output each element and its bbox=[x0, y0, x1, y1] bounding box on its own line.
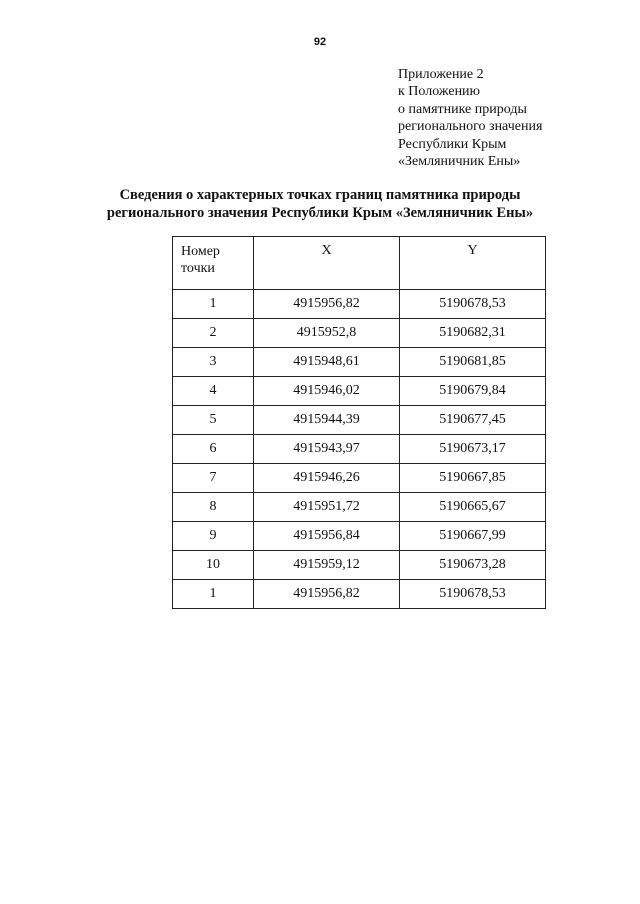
appendix-line: о памятнике природы bbox=[398, 101, 527, 117]
cell-point-number: 5 bbox=[173, 406, 254, 435]
cell-point-number: 10 bbox=[173, 551, 254, 580]
cell-y: 5190667,99 bbox=[400, 522, 546, 551]
cell-y: 5190673,17 bbox=[400, 435, 546, 464]
header-point-number-line1: Номер bbox=[181, 244, 220, 259]
cell-y: 5190681,85 bbox=[400, 348, 546, 377]
cell-y: 5190682,31 bbox=[400, 319, 546, 348]
document-heading bbox=[100, 186, 540, 222]
cell-x: 4915952,8 bbox=[254, 319, 400, 348]
cell-y: 5190677,45 bbox=[400, 406, 546, 435]
cell-y: 5190678,53 bbox=[400, 290, 546, 319]
cell-point-number: 8 bbox=[173, 493, 254, 522]
header-y: Y bbox=[400, 237, 546, 290]
cell-y: 5190679,84 bbox=[400, 377, 546, 406]
table-row bbox=[173, 348, 546, 377]
coordinates-table bbox=[172, 236, 546, 609]
cell-point-number: 4 bbox=[173, 377, 254, 406]
header-point-number bbox=[173, 237, 254, 290]
table-row bbox=[173, 464, 546, 493]
table-row bbox=[173, 522, 546, 551]
appendix-block bbox=[398, 66, 542, 170]
cell-x: 4915956,82 bbox=[254, 580, 400, 609]
table-row bbox=[173, 406, 546, 435]
heading-line: Сведения о характерных точках границ памятника природы bbox=[119, 187, 521, 203]
cell-y: 5190673,28 bbox=[400, 551, 546, 580]
cell-x: 4915959,12 bbox=[254, 551, 400, 580]
appendix-line: Республики Крым bbox=[398, 136, 507, 152]
cell-x: 4915948,61 bbox=[254, 348, 400, 377]
heading-line: регионального значения Республики Крым «Земляничник Ены» bbox=[106, 205, 534, 221]
cell-point-number: 7 bbox=[173, 464, 254, 493]
cell-x: 4915951,72 bbox=[254, 493, 400, 522]
cell-x: 4915943,97 bbox=[254, 435, 400, 464]
table-row bbox=[173, 377, 546, 406]
cell-y: 5190667,85 bbox=[400, 464, 546, 493]
cell-point-number: 9 bbox=[173, 522, 254, 551]
appendix-line: к Положению bbox=[398, 84, 481, 100]
cell-x: 4915946,02 bbox=[254, 377, 400, 406]
cell-point-number: 3 bbox=[173, 348, 254, 377]
table-row bbox=[173, 551, 546, 580]
table-row bbox=[173, 435, 546, 464]
cell-x: 4915956,84 bbox=[254, 522, 400, 551]
cell-x: 4915944,39 bbox=[254, 406, 400, 435]
table-row bbox=[173, 290, 546, 319]
table-row bbox=[173, 493, 546, 522]
cell-point-number: 1 bbox=[173, 580, 254, 609]
header-x: X bbox=[254, 237, 400, 290]
appendix-line: регионального значения bbox=[398, 119, 543, 135]
cell-y: 5190678,53 bbox=[400, 580, 546, 609]
table-row bbox=[173, 580, 546, 609]
cell-point-number: 2 bbox=[173, 319, 254, 348]
table-header-row bbox=[173, 237, 546, 290]
appendix-line: Приложение 2 bbox=[398, 67, 484, 82]
cell-point-number: 1 bbox=[173, 290, 254, 319]
table-row bbox=[173, 319, 546, 348]
cell-y: 5190665,67 bbox=[400, 493, 546, 522]
cell-point-number: 6 bbox=[173, 435, 254, 464]
cell-x: 4915956,82 bbox=[254, 290, 400, 319]
cell-x: 4915946,26 bbox=[254, 464, 400, 493]
appendix-line: «Земляничник Ены» bbox=[398, 154, 521, 170]
header-point-number-line2: точки bbox=[181, 261, 215, 276]
page-number: 92 bbox=[313, 36, 327, 48]
